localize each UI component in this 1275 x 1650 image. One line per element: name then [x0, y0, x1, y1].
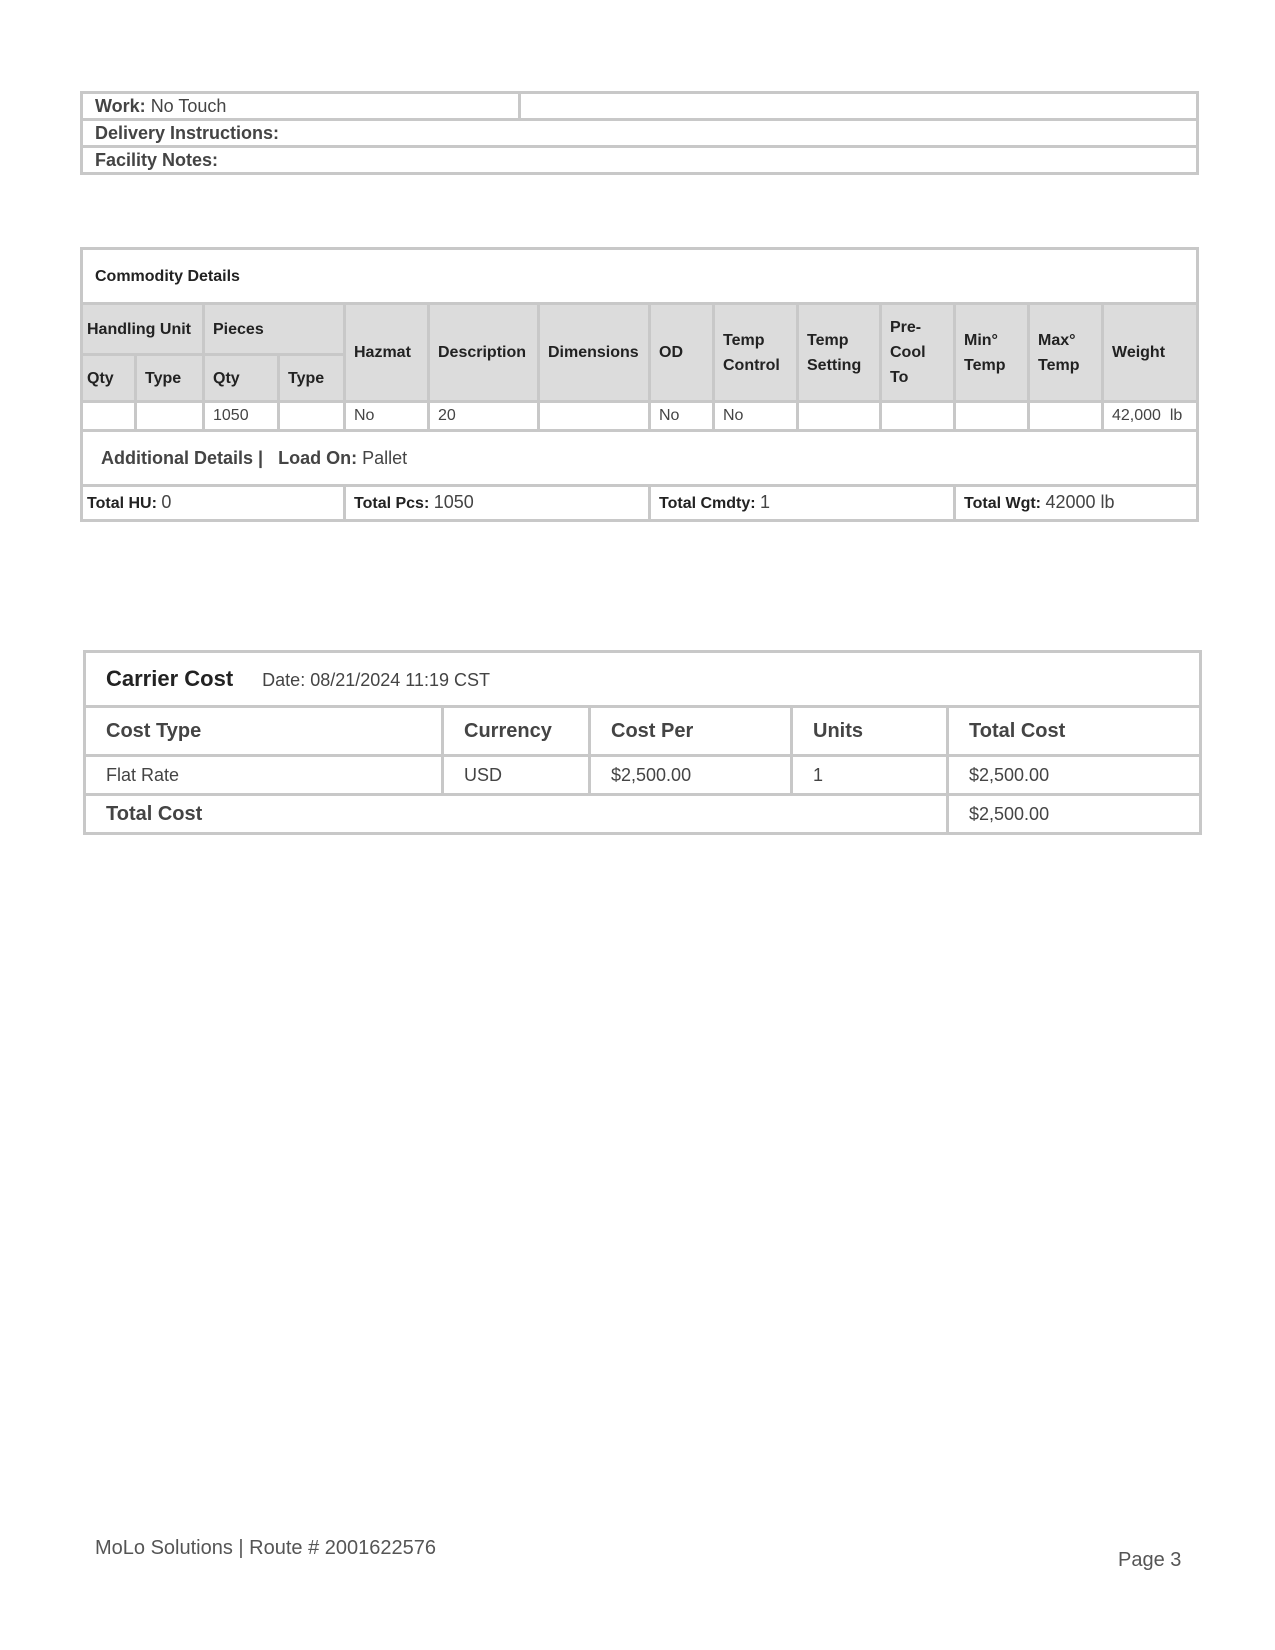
load-on-value: Pallet — [362, 447, 408, 468]
carrier-cost-row — [85, 756, 1201, 795]
work-empty-cell — [520, 93, 1198, 120]
cell-hazmat: No — [345, 402, 429, 431]
commodity-table — [80, 247, 1199, 522]
header-description: Description — [429, 304, 539, 402]
cell-hu-qty — [82, 402, 136, 431]
header-weight: Weight — [1103, 304, 1198, 402]
additional-details — [82, 431, 1198, 486]
total-wgt-label: Total Wgt: — [964, 495, 1042, 512]
header-total-cost: Total Cost — [948, 707, 1201, 756]
total-pcs — [345, 486, 650, 521]
work-row — [82, 93, 1198, 120]
header-temp-control: Temp Control — [714, 304, 798, 402]
total-cmdty-value: 1 — [760, 492, 771, 512]
facility-notes-cell — [82, 147, 1198, 174]
total-pcs-label: Total Pcs: — [354, 495, 430, 512]
cell-pre-cool-to — [881, 402, 955, 431]
header-cost-type: Cost Type — [85, 707, 443, 756]
cell-od: No — [650, 402, 714, 431]
cell-cost-type: Flat Rate — [85, 756, 443, 795]
cell-temp-control: No — [714, 402, 798, 431]
commodity-row — [82, 402, 1198, 431]
commodity-title: Commodity Details — [82, 249, 1198, 304]
header-pre-cool-to: Pre-Cool To — [881, 304, 955, 402]
cell-weight: 42,000 lb — [1103, 402, 1198, 431]
footer-route: MoLo Solutions | Route # 2001622576 — [95, 1537, 437, 1559]
facility-notes-row — [82, 147, 1198, 174]
cell-min-temp — [955, 402, 1029, 431]
total-pcs-value: 1050 — [433, 492, 474, 512]
header-units: Units — [792, 707, 948, 756]
delivery-instructions-row — [82, 120, 1198, 147]
additional-details-label: Additional Details | — [101, 447, 264, 468]
work-value: No Touch — [150, 95, 227, 116]
total-wgt — [955, 486, 1198, 521]
cell-description: 20 — [429, 402, 539, 431]
carrier-total-label: Total Cost — [85, 795, 948, 834]
totals-row — [82, 486, 1198, 521]
header-dimensions: Dimensions — [539, 304, 650, 402]
cell-dimensions — [539, 402, 650, 431]
footer-page-number: Page 3 — [1118, 1549, 1182, 1571]
notes-table — [80, 91, 1199, 175]
header-pc-qty: Qty — [204, 355, 279, 402]
delivery-instructions-label: Delivery Instructions: — [95, 122, 280, 143]
cell-temp-setting — [798, 402, 881, 431]
delivery-instructions-cell — [82, 120, 1198, 147]
commodity-header-row — [82, 304, 1198, 355]
total-cmdty-label: Total Cmdty: — [659, 495, 756, 512]
header-pieces: Pieces — [204, 304, 345, 355]
total-hu — [82, 486, 345, 521]
total-hu-label: Total HU: — [87, 495, 157, 512]
header-cost-per: Cost Per — [590, 707, 792, 756]
work-cell — [82, 93, 520, 120]
header-hazmat: Hazmat — [345, 304, 429, 402]
total-cmdty — [650, 486, 955, 521]
header-handling-unit: Handling Unit — [82, 304, 204, 355]
header-pc-type: Type — [279, 355, 345, 402]
cell-total-cost: $2,500.00 — [948, 756, 1201, 795]
header-temp-setting: Temp Setting — [798, 304, 881, 402]
header-hu-qty: Qty — [82, 355, 136, 402]
total-wgt-value: 42000 lb — [1045, 492, 1115, 512]
cell-units: 1 — [792, 756, 948, 795]
header-hu-type: Type — [136, 355, 204, 402]
carrier-cost-title-cell — [85, 652, 1201, 707]
header-min-temp: Min° Temp — [955, 304, 1029, 402]
load-on-label: Load On: — [278, 447, 358, 468]
header-max-temp: Max° Temp — [1029, 304, 1103, 402]
cell-cost-per: $2,500.00 — [590, 756, 792, 795]
cell-pc-qty: 1050 — [204, 402, 279, 431]
facility-notes-label: Facility Notes: — [95, 149, 219, 170]
cell-hu-type — [136, 402, 204, 431]
carrier-cost-title: Carrier Cost — [106, 666, 234, 691]
header-od: OD — [650, 304, 714, 402]
work-label: Work: — [95, 95, 146, 116]
carrier-cost-header-row — [85, 707, 1201, 756]
cell-currency: USD — [443, 756, 590, 795]
carrier-total-row — [85, 795, 1201, 834]
total-hu-value: 0 — [161, 492, 172, 512]
cell-pc-type — [279, 402, 345, 431]
carrier-cost-date: Date: 08/21/2024 11:19 CST — [262, 670, 490, 690]
cell-max-temp — [1029, 402, 1103, 431]
carrier-total-value: $2,500.00 — [948, 795, 1201, 834]
header-currency: Currency — [443, 707, 590, 756]
carrier-cost-table — [83, 650, 1202, 835]
